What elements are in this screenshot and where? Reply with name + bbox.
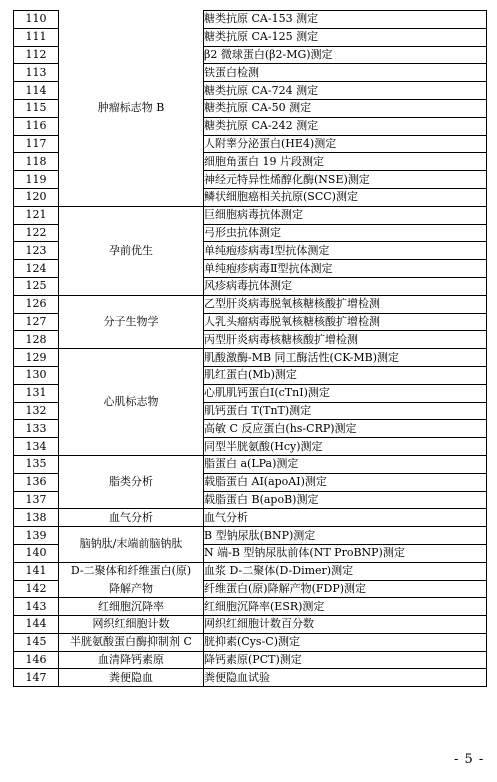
table-row: [14, 651, 487, 669]
table-row: [14, 669, 487, 687]
row-number: 139: [14, 527, 59, 545]
row-number: 132: [14, 402, 59, 420]
table-row: [14, 598, 487, 616]
category-cell: 心肌标志物: [59, 349, 204, 456]
item-cell: 肌红蛋白(Mb)测定: [204, 366, 487, 384]
row-number: 143: [14, 598, 59, 616]
item-cell: 糖类抗原 CA-153 测定: [204, 11, 487, 29]
row-number: 125: [14, 277, 59, 295]
row-number: 126: [14, 295, 59, 313]
row-number: 115: [14, 99, 59, 117]
item-cell: 血气分析: [204, 509, 487, 527]
row-number: 112: [14, 46, 59, 64]
row-number: 141: [14, 562, 59, 580]
table-row: [14, 349, 487, 367]
item-cell: 载脂蛋白 AⅠ(apoAⅠ)测定: [204, 473, 487, 491]
row-number: 147: [14, 669, 59, 687]
item-cell: B 型钠尿肽(BNP)测定: [204, 527, 487, 545]
item-cell: 单纯疱疹病毒Ⅱ型抗体测定: [204, 260, 487, 278]
category-cell: 降解产物: [59, 580, 204, 598]
row-number: 118: [14, 153, 59, 171]
row-number: 116: [14, 117, 59, 135]
category-cell: 网织红细胞计数: [59, 616, 204, 634]
table-row: [14, 527, 487, 545]
item-cell: N 端-B 型钠尿肽前体(NT ProBNP)测定: [204, 544, 487, 562]
category-cell: 红细胞沉降率: [59, 598, 204, 616]
test-items-table: [13, 10, 487, 687]
item-cell: 心肌肌钙蛋白Ⅰ(cTnI)测定: [204, 384, 487, 402]
row-number: 124: [14, 260, 59, 278]
table-row: [14, 11, 487, 29]
category-cell: 分子生物学: [59, 295, 204, 348]
row-number: 146: [14, 651, 59, 669]
row-number: 145: [14, 633, 59, 651]
row-number: 123: [14, 242, 59, 260]
item-cell: 载脂蛋白 B(apoB)测定: [204, 491, 487, 509]
row-number: 110: [14, 11, 59, 29]
item-cell: 铁蛋白检测: [204, 64, 487, 82]
item-cell: 同型半胱氨酸(Hcy)测定: [204, 438, 487, 456]
item-cell: 胱抑素(Cys-C)测定: [204, 633, 487, 651]
item-cell: 粪便隐血试验: [204, 669, 487, 687]
item-cell: 网织红细胞计数百分数: [204, 616, 487, 634]
row-number: 129: [14, 349, 59, 367]
item-cell: 肌酸激酶-MB 同工酶活性(CK-MB)测定: [204, 349, 487, 367]
category-cell: 半胱氨酸蛋白酶抑制剂 C: [59, 633, 204, 651]
row-number: 121: [14, 206, 59, 224]
category-cell: 脑钠肽/末端前脑钠肽: [59, 527, 204, 563]
row-number: 128: [14, 331, 59, 349]
item-cell: 脂蛋白 a(LPa)测定: [204, 455, 487, 473]
item-cell: 风疹病毒抗体测定: [204, 277, 487, 295]
item-cell: 高敏 C 反应蛋白(hs-CRP)测定: [204, 420, 487, 438]
category-cell: 血清降钙素原: [59, 651, 204, 669]
item-cell: 红细胞沉降率(ESR)测定: [204, 598, 487, 616]
table-row: [14, 616, 487, 634]
item-cell: 糖类抗原 CA-50 测定: [204, 99, 487, 117]
row-number: 136: [14, 473, 59, 491]
category-cell: 脂类分析: [59, 455, 204, 508]
row-number: 137: [14, 491, 59, 509]
row-number: 111: [14, 28, 59, 46]
item-cell: β2 微球蛋白(β2-MG)测定: [204, 46, 487, 64]
table-row: [14, 562, 487, 580]
item-cell: 鳞状细胞癌相关抗原(SCC)测定: [204, 188, 487, 206]
item-cell: 单纯疱疹病毒Ⅰ型抗体测定: [204, 242, 487, 260]
item-cell: 弓形虫抗体测定: [204, 224, 487, 242]
item-cell: 人乳头瘤病毒脱氧核糖核酸扩增检测: [204, 313, 487, 331]
category-cell: 血气分析: [59, 509, 204, 527]
row-number: 134: [14, 438, 59, 456]
item-cell: 降钙素原(PCT)测定: [204, 651, 487, 669]
row-number: 119: [14, 171, 59, 189]
category-cell: 孕前优生: [59, 206, 204, 295]
table-row: [14, 633, 487, 651]
item-cell: 细胞角蛋白 19 片段测定: [204, 153, 487, 171]
row-number: 120: [14, 188, 59, 206]
page-number: - 5 -: [454, 752, 485, 767]
table-row: [14, 295, 487, 313]
row-number: 113: [14, 64, 59, 82]
row-number: 142: [14, 580, 59, 598]
row-number: 122: [14, 224, 59, 242]
item-cell: 乙型肝炎病毒脱氧核糖核酸扩增检测: [204, 295, 487, 313]
item-cell: 肌钙蛋白 T(TnT)测定: [204, 402, 487, 420]
item-cell: 糖类抗原 CA-242 测定: [204, 117, 487, 135]
table-row: [14, 206, 487, 224]
category-cell: D-二聚体和纤维蛋白(原): [59, 562, 204, 580]
item-cell: 血浆 D-二聚体(D-Dimer)测定: [204, 562, 487, 580]
row-number: 131: [14, 384, 59, 402]
item-cell: 神经元特异性烯醇化酶(NSE)测定: [204, 171, 487, 189]
row-number: 117: [14, 135, 59, 153]
item-cell: 人附睾分泌蛋白(HE4)测定: [204, 135, 487, 153]
row-number: 140: [14, 544, 59, 562]
row-number: 144: [14, 616, 59, 634]
category-cell: 肿瘤标志物 B: [59, 11, 204, 207]
item-cell: 巨细胞病毒抗体测定: [204, 206, 487, 224]
row-number: 135: [14, 455, 59, 473]
table-row: [14, 509, 487, 527]
item-cell: 丙型肝炎病毒核糖核酸扩增检测: [204, 331, 487, 349]
table-row: [14, 455, 487, 473]
item-cell: 纤维蛋白(原)降解产物(FDP)测定: [204, 580, 487, 598]
item-cell: 糖类抗原 CA-125 测定: [204, 28, 487, 46]
row-number: 138: [14, 509, 59, 527]
row-number: 127: [14, 313, 59, 331]
item-cell: 糖类抗原 CA-724 测定: [204, 82, 487, 100]
row-number: 130: [14, 366, 59, 384]
category-cell: 粪便隐血: [59, 669, 204, 687]
table-row: [14, 580, 487, 598]
row-number: 114: [14, 82, 59, 100]
row-number: 133: [14, 420, 59, 438]
